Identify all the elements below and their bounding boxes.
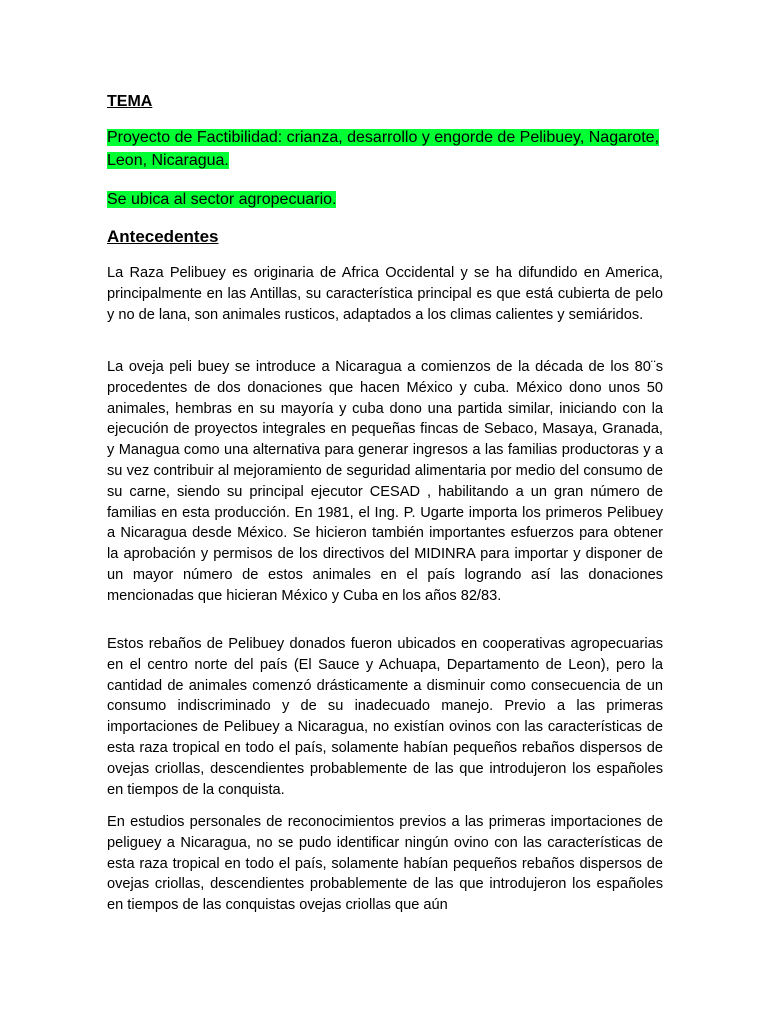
tema-heading: TEMA (107, 93, 153, 110)
project-title: Proyecto de Factibilidad: crianza, desarrollo y engorde de Pelibuey, Nagarote, Leon, Nicaragua. (107, 129, 660, 169)
body-paragraph-2: La oveja peli buey se introduce a Nicaragua a comienzos de la década de los 80¨s procedentes de dos donaciones que hacen México y cuba. México dono unos 50 animales, hembras en su mayoría y cuba dono una partida similar, iniciando con la ejecución de proyectos integrales en pequeñas fincas de Sebaco, Masaya, Granada, y Managua como una alternativa para generar ingresos a las familias productoras y a su vez contribuir al mejoramiento de seguridad alimentaria por medio del consumo de su carne, siendo su principal ejecutor CESAD , habilitando a un gran número de familias en esta producción. En 1981, el Ing. P. Ugarte importa los primeros Pelibuey a Nicaragua desde México. Se hicieron también importantes esfuerzos para obtener la aprobación y permisos de los directivos del MIDINRA para importar y disponer de un mayor número de estos animales en el país logrando así las donaciones mencionadas que hicieran México y Cuba en los años 82/83. (107, 359, 663, 604)
project-title-paragraph (107, 127, 663, 172)
antecedentes-heading: Antecedentes (107, 227, 219, 246)
body-paragraph-3: Estos rebaños de Pelibuey donados fueron ubicados en cooperativas agropecuarias en el centro norte del país (El Sauce y Achuapa, Departamento de Leon), pero la cantidad de animales comenzó drásticamente a disminuir como consecuencia de un consumo indiscriminado y de su inadecuado manejo. Previo a las primeras importaciones de Pelibuey a Nicaragua, no existían ovinos con las características de esta raza tropical en todo el país, solamente habían pequeños rebaños dispersos de ovejas criollas, descendientes probablemente de las que introdujeron los españoles en tiempos de la conquista. (107, 636, 663, 798)
sector-paragraph (107, 189, 663, 212)
sector-line: Se ubica al sector agropecuario. (107, 191, 337, 208)
body-paragraph-4: En estudios personales de reconocimientos previos a las primeras importaciones de peliguey a Nicaragua, no se pudo identificar ningún ovino con las características de esta raza tropical en todo el país, solamente habían pequeños rebaños dispersos de ovejas criollas, descendientes probablemente de las que introdujeron los españoles en tiempos de las conquistas ovejas criollas que aún (107, 814, 663, 914)
body-paragraph-1: La Raza Pelibuey es originaria de Africa Occidental y se ha difundido en America, principalmente en las Antillas, su característica principal es que está cubierta de pelo y no de lana, son animales rusticos, adaptados a los climas calientes y semiáridos. (107, 265, 663, 323)
